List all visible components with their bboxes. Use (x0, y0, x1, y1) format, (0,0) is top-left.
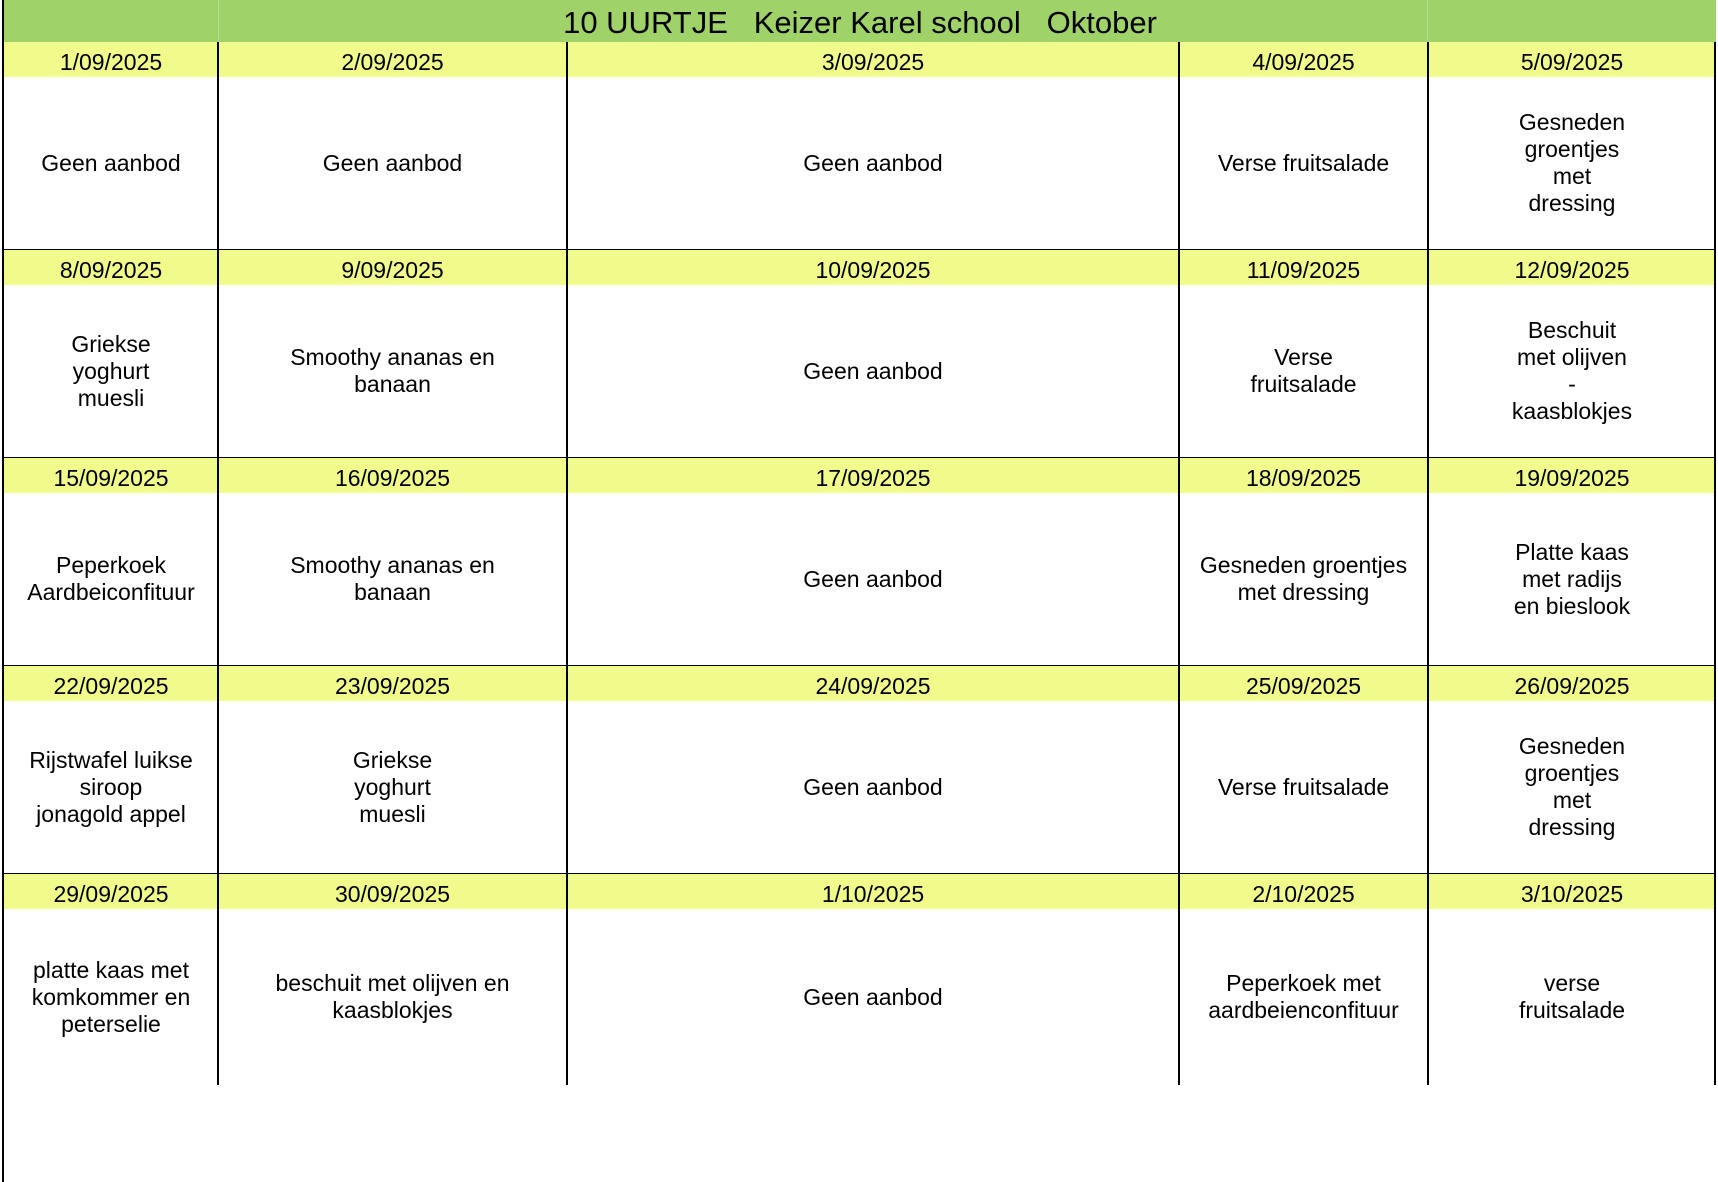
column-divider (566, 250, 568, 285)
date-cell-wednesday: 3/09/2025 (821, 49, 925, 75)
date-cell-wednesday: 10/09/2025 (815, 257, 931, 283)
title-row (4, 0, 1716, 44)
right-border (1714, 874, 1716, 909)
column-divider (217, 285, 219, 457)
sheet-title: 10 UURTJE Keizer Karel school Oktober (563, 5, 1157, 40)
menu-cell-wednesday: Geen aanbod (803, 565, 943, 592)
menu-cell-monday: Geen aanbod (41, 149, 181, 176)
date-cell-wednesday: 17/09/2025 (815, 465, 931, 491)
date-cell-wednesday: 24/09/2025 (815, 673, 931, 699)
column-divider (217, 666, 219, 701)
date-cell-tuesday: 9/09/2025 (341, 257, 444, 283)
column-divider (566, 77, 568, 249)
column-divider (1178, 250, 1180, 285)
menu-row (4, 493, 1716, 667)
menu-row (4, 285, 1716, 459)
column-divider (1178, 458, 1180, 493)
menu-cell-friday: Platte kaas met radijs en bieslook (1513, 538, 1631, 619)
date-cell-thursday: 4/09/2025 (1252, 49, 1355, 75)
date-cell-thursday: 11/09/2025 (1246, 257, 1361, 283)
menu-cell-tuesday: Geen aanbod (322, 149, 463, 176)
column-divider (1427, 666, 1429, 701)
column-divider (217, 77, 219, 249)
menu-cell-monday: Peperkoek Aardbeiconfituur (27, 552, 195, 605)
menu-cell-wednesday: Geen aanbod (803, 357, 943, 384)
date-cell-wednesday: 1/10/2025 (821, 881, 925, 907)
column-divider (1178, 77, 1180, 249)
date-cell-monday: 29/09/2025 (53, 881, 169, 907)
column-divider (217, 458, 219, 493)
right-border (1714, 250, 1716, 285)
column-divider (1178, 493, 1180, 665)
column-divider (1427, 250, 1429, 285)
menu-row (4, 77, 1716, 251)
menu-cell-thursday: Peperkoek met aardbeienconfituur (1208, 970, 1399, 1023)
menu-cell-friday: Beschuit met olijven - kaasblokjes (1511, 317, 1633, 424)
column-divider (1427, 458, 1429, 493)
column-divider (1178, 42, 1180, 77)
column-divider (566, 285, 568, 457)
column-divider (566, 42, 568, 77)
date-cell-tuesday: 16/09/2025 (334, 465, 451, 491)
right-border (1714, 666, 1716, 701)
date-cell-friday: 12/09/2025 (1514, 257, 1630, 283)
menu-cell-tuesday: Griekse yoghurt muesli (352, 746, 433, 827)
menu-cell-thursday: Verse fruitsalade (1250, 344, 1357, 397)
column-divider (1178, 909, 1180, 1085)
date-row (4, 458, 1716, 495)
date-row (4, 874, 1716, 911)
column-divider (1178, 701, 1180, 873)
right-border (1714, 701, 1716, 873)
menu-row (4, 701, 1716, 875)
column-divider (217, 874, 219, 909)
menu-calendar-sheet (2, 0, 1716, 1182)
menu-cell-monday: Rijstwafel luikse siroop jonagold appel (29, 746, 193, 827)
column-divider (1427, 701, 1429, 873)
right-border (1714, 77, 1716, 249)
date-row (4, 666, 1716, 703)
menu-cell-tuesday: beschuit met olijven en kaasblokjes (275, 970, 510, 1023)
date-cell-thursday: 2/10/2025 (1252, 881, 1355, 907)
date-cell-tuesday: 2/09/2025 (341, 49, 444, 75)
menu-cell-thursday: Verse fruitsalade (1217, 773, 1390, 800)
right-border (1714, 493, 1716, 665)
date-cell-tuesday: 30/09/2025 (334, 881, 451, 907)
column-divider (217, 493, 219, 665)
date-cell-friday: 3/10/2025 (1520, 881, 1624, 907)
date-cell-monday: 1/09/2025 (59, 49, 163, 75)
date-cell-friday: 5/09/2025 (1520, 49, 1624, 75)
menu-cell-friday: verse fruitsalade (1518, 970, 1626, 1023)
column-divider (1427, 285, 1429, 457)
date-cell-tuesday: 23/09/2025 (334, 673, 451, 699)
date-row (4, 250, 1716, 287)
date-cell-friday: 26/09/2025 (1514, 673, 1630, 699)
column-divider (566, 874, 568, 909)
column-divider (1427, 909, 1429, 1085)
date-cell-thursday: 25/09/2025 (1245, 673, 1362, 699)
date-cell-friday: 19/09/2025 (1514, 465, 1630, 491)
column-divider (217, 909, 219, 1085)
right-border (1714, 285, 1716, 457)
menu-cell-monday: Griekse yoghurt muesli (71, 330, 151, 411)
menu-cell-wednesday: Geen aanbod (803, 773, 943, 800)
column-divider (566, 458, 568, 493)
column-divider (1427, 42, 1429, 77)
date-row (4, 42, 1716, 79)
right-border (1714, 909, 1716, 1085)
date-cell-monday: 22/09/2025 (53, 673, 169, 699)
right-border (1714, 458, 1716, 493)
menu-cell-wednesday: Geen aanbod (803, 983, 943, 1010)
column-divider (217, 701, 219, 873)
menu-cell-tuesday: Smoothy ananas en banaan (290, 344, 495, 397)
menu-cell-thursday: Verse fruitsalade (1217, 149, 1390, 176)
right-border (1714, 42, 1716, 77)
menu-cell-thursday: Gesneden groentjes met dressing (1199, 552, 1408, 605)
column-divider (1427, 493, 1429, 665)
column-divider (1427, 77, 1429, 249)
date-cell-monday: 8/09/2025 (59, 257, 163, 283)
menu-row (4, 909, 1716, 1085)
menu-cell-monday: platte kaas met komkommer en peterselie (31, 956, 191, 1037)
column-divider (566, 701, 568, 873)
column-divider (1178, 285, 1180, 457)
menu-cell-friday: Gesneden groentjes met dressing (1518, 733, 1626, 840)
column-divider (1178, 874, 1180, 909)
column-divider (566, 666, 568, 701)
column-divider (566, 493, 568, 665)
date-cell-monday: 15/09/2025 (53, 465, 169, 491)
menu-cell-friday: Gesneden groentjes met dressing (1518, 109, 1626, 216)
column-divider (217, 250, 219, 285)
column-divider (1178, 666, 1180, 701)
column-divider (566, 909, 568, 1085)
date-cell-thursday: 18/09/2025 (1245, 465, 1362, 491)
menu-cell-tuesday: Smoothy ananas en banaan (290, 552, 495, 605)
column-divider (217, 42, 219, 77)
column-divider (1427, 874, 1429, 909)
menu-cell-wednesday: Geen aanbod (803, 149, 943, 176)
